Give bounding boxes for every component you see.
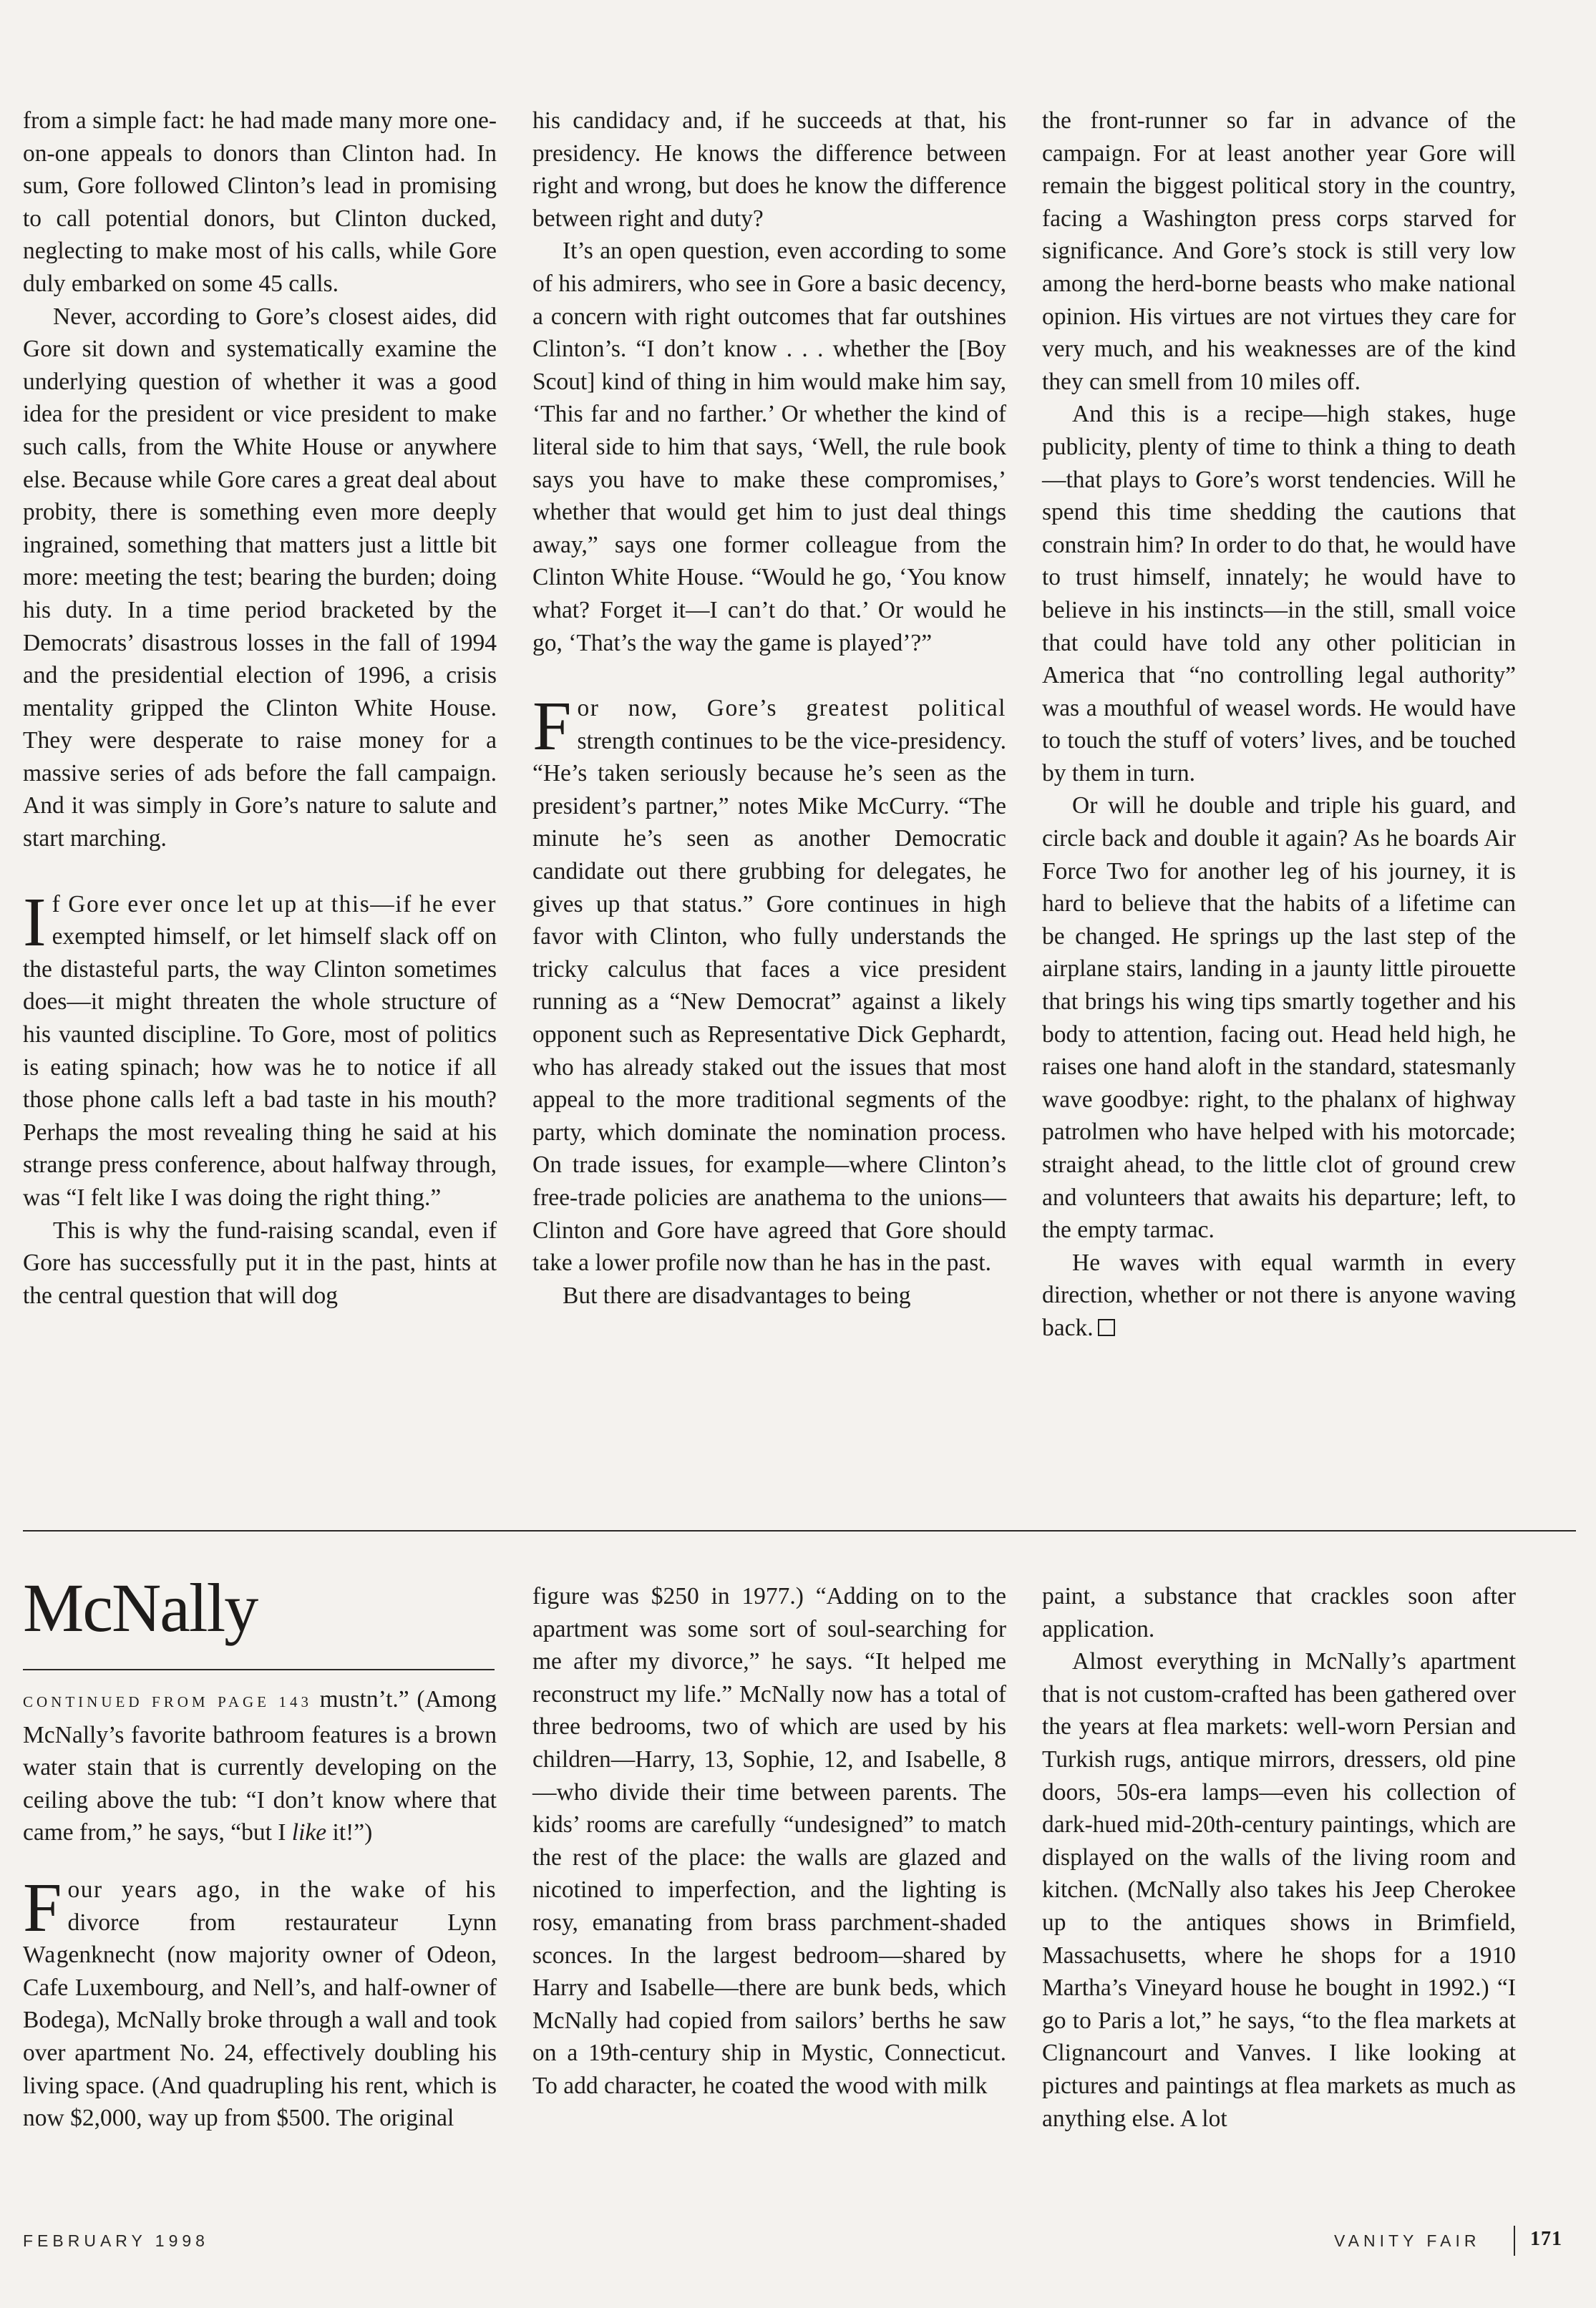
- paragraph-dropcap: [23, 883, 497, 1214]
- continued-label: CONTINUED FROM PAGE 143: [23, 1693, 313, 1710]
- headline-underline: [23, 1669, 495, 1670]
- paragraph-text: He waves with equal warmth in every direction, whether or not there is anyone waving back.: [1042, 1249, 1516, 1341]
- mcnally-column-2: [532, 1580, 1006, 2103]
- section-divider: [23, 1530, 1576, 1532]
- paragraph-text: it!”): [326, 1819, 373, 1846]
- drop-cap: F: [532, 688, 572, 766]
- paragraph-dropcap: [532, 688, 1006, 1280]
- paragraph: from a simple fact: he had made many more one-on-one appeals to donors than Clinton had. In sum, Gore followed Clinton’s lead in promising to call potential donors, but Clinton ducked, neglecting to make most of his calls, while Gore duly embarked on some 45 calls.: [23, 107, 497, 297]
- paragraph: But there are disadvantages to being: [563, 1282, 911, 1309]
- footer-date: FEBRUARY 1998: [23, 2231, 209, 2250]
- gore-column-2: [532, 104, 1006, 1312]
- paragraph-end: [1042, 1247, 1516, 1345]
- paragraph: And this is a recipe—high stakes, huge publicity, plenty of time to think a thing to death—that plays to Gore’s worst tendencies. Will he spend this time shedding the cautions that constrain him? In order to do that, he would have to trust himself, innately; he would have to believe in his instincts—in the still, small voice that could have told any other politician in America that “no controlling legal authority” was a mouthful of weasel words. He would have to touch the stuff of voters’ lives, and be touched by them in turn.: [1042, 401, 1516, 787]
- paragraph-text: our years ago, in the wake of his divorce from restaurateur Lynn Wagenknecht (now majority owner of Odeon, Cafe Luxembourg, and Nell’s, and half-owner of Bodega), McNally broke through a wall and took over apartment No. 24, effectively doubling his living space. (And quadrupling his rent, which is now $2,000, way up from $500. The original: [23, 1876, 497, 2132]
- end-mark-icon: [1098, 1319, 1115, 1336]
- page-number: 171: [1530, 2228, 1562, 2250]
- paragraph: This is why the fund-raising scandal, even if Gore has successfully put it in the past, hints at the central question that will dog: [23, 1217, 497, 1309]
- paragraph: the front-runner so far in advance of the campaign. For at least another year Gore will remain the biggest political story in the country, facing a Washington press corps starved for significance. And Gore’s stock is still very low among the herd-borne beasts who make national opinion. His virtues are not virtues they care for very much, and his weaknesses are of the kind they can smell from 10 miles off.: [1042, 107, 1516, 395]
- paragraph-text: or now, Gore’s greatest political strength continues to be the vice-presidency. “He’s taken seriously because he’s seen as the president’s partner,” notes Mike McCurry. “The minute he’s seen as another Democratic candidate out there grubbing for delegates, he gives up that status.” Gore continues in high favor with Clinton, who fully understands the tricky calculus that faces a vice president running as a “New Democrat” against a likely opponent such as Representative Dick Gephardt, who has already staked out the issues that most appeal to the more traditional segments of the party, which dominate the nomination process. On trade issues, for example—where Clinton’s free-trade policies are anathema to the unions—Clinton and Gore have agreed that Gore should take a lower profile now than he has in the past.: [532, 695, 1006, 1277]
- paragraph: Never, according to Gore’s closest aides, did Gore sit down and systematically examine the underlying question of whether it was a good idea for the president or vice president to make such calls, from the White House or anywhere else. Because while Gore cares a great deal about probity, there is something even more deeply ingrained, something that matters just a little bit more: meeting the test; bearing the burden; doing his duty. In a time period bracketed by the Democrats’ disastrous losses in the fall of 1994 and the presidential election of 1996, a crisis mentality gripped the Clinton White House. They were desperate to raise money for a massive series of ads before the fall campaign. And it was simply in Gore’s nature to salute and start marching.: [23, 303, 497, 852]
- drop-cap: I: [23, 883, 47, 961]
- paragraph: [23, 1683, 497, 1849]
- paragraph: Almost everything in McNally’s apartment that is not custom-crafted has been gathered over the years at flea markets: well-worn Persian and Turkish rugs, antique mirrors, dressers, old pine doors, 50s-era lamps—even his collection of dark-hued mid-20th-century paintings, which are displayed on the walls of the living room and kitchen. (McNally also takes his Jeep Cherokee up to the antiques shows in Brimfield, Massachusetts, where he shops for a 1910 Martha’s Vineyard house he bought in 1992.) “I go to Paris a lot,” he says, “to the flea markets at Clignancourt and Vanves. I like looking at pictures and paintings at flea markets as much as anything else. A lot: [1042, 1648, 1516, 2132]
- paragraph: Or will he double and triple his guard, and circle back and double it again? As he boards Air Force Two for another leg of his journey, it is hard to believe that the habits of a lifetime can be changed. He springs up the last step of the airplane stairs, landing in a jaunty little pirouette that brings his wing tips smartly together and his body to attention, facing out. Head held high, he raises one hand aloft in the standard, statesmanly wave goodbye: right, to the phalanx of highway patrolmen who have helped with his motorcade; straight ahead, to the little clot of ground crew and volunteers that awaits his departure; left, to the empty tarmac.: [1042, 792, 1516, 1244]
- mcnally-column-3: [1042, 1580, 1516, 2135]
- paragraph-dropcap: [23, 1869, 497, 2135]
- gore-column-3: [1042, 104, 1516, 1345]
- gore-column-1: [23, 104, 497, 1312]
- paragraph: figure was $250 in 1977.) “Adding on to the apartment was some sort of soul-searching for me after my divorce,” he says. “It helped me reconstruct my life.” McNally now has a total of three bedrooms, two of which are used by his children—Harry, 13, Sophie, 12, and Isabelle, 8—who divide their time between parents. The kids’ rooms are carefully “undesigned” to match the rest of the place: the walls are glazed and nicotined to imperfection, and the lighting is rosy, emanating from brass parchment-shaded sconces. In the largest bedroom—shared by Harry and Isabelle—there are bunk beds, which McNally had copied from sailors’ berths he saw on a 19th-century ship in Mystic, Connecticut. To add character, he coated the wood with milk: [532, 1583, 1006, 2099]
- section-headline: McNally: [23, 1569, 258, 1646]
- drop-cap: F: [23, 1869, 62, 1947]
- footer-magazine: VANITY FAIR: [1334, 2231, 1481, 2250]
- mcnally-column-1: [23, 1683, 497, 2135]
- paragraph-text: mustn’t.” (Among McNally’s favorite bathroom features is a brown water stain that is currently developing on the ceiling above the tub: “I don’t know where that came from,” he says, “but I: [23, 1686, 497, 1846]
- paragraph: paint, a substance that crackles soon after application.: [1042, 1583, 1516, 1642]
- paragraph-text: f Gore ever once let up at this—if he ever exempted himself, or let himself slack off on the distasteful parts, the way Clinton sometimes does—it might threaten the whole structure of his vaunted discipline. To Gore, most of politics is eating spinach; how was he to notice if all those phone calls left a bad taste in his mouth? Perhaps the most revealing thing he said at his strange press conference, about halfway through, was “I felt like I was doing the right thing.”: [23, 890, 497, 1211]
- paragraph: It’s an open question, even according to some of his admirers, who see in Gore a basic decency, a concern with right outcomes that far outshines Clinton’s. “I don’t know . . . whether the [Boy Scout] kind of thing in him would make him say, ‘This far and no farther.’ Or whether the kind of literal side to him that says, ‘Well, the rule book says you have to make these compromises,’ whether that would get him to just deal things away,” says one former colleague from the Clinton White House. “Would he go, ‘You know what? Forget it—I can’t do that.’ Or would he go, ‘That’s the way the game is played’?”: [532, 238, 1006, 656]
- paragraph: his candidacy and, if he succeeds at that, his presidency. He knows the difference between right and wrong, but does he know the difference between right and duty?: [532, 107, 1006, 232]
- italic-text: like: [291, 1819, 327, 1846]
- footer-divider: [1514, 2226, 1515, 2256]
